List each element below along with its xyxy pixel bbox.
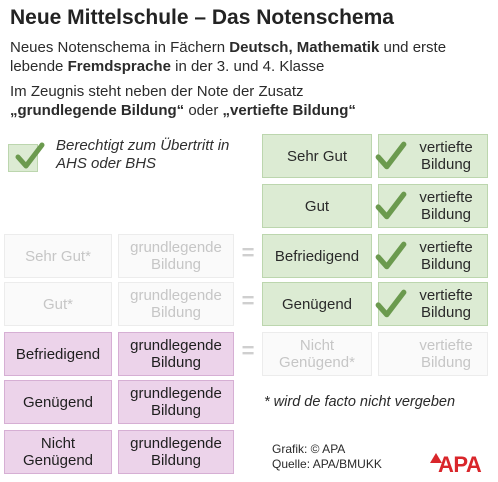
- vertieft-grade-befriedigend: Befriedigend: [262, 234, 372, 278]
- legend-check-icon: [14, 140, 46, 172]
- intro-text-subjects: Neues Notenschema in Fächern Deutsch, Mathematik und erste lebende Fremdsprache in der 3. und 4. Klasse: [10, 39, 447, 75]
- credit-grafik: Grafik: © APA: [272, 442, 346, 456]
- equals-sign: =: [241, 240, 255, 265]
- vertieft-grade-genuegend: Genügend: [262, 282, 372, 326]
- grundlegend-grade-nicht-genuegend: Nicht Genügend: [4, 430, 112, 474]
- grundlegend-level-sehr-gut: grundlegende Bildung: [118, 234, 234, 278]
- vertieft-grade-gut: Gut: [262, 184, 372, 228]
- grundlegend-grade-gut: Gut*: [4, 282, 112, 326]
- vertieft-level-sehr-gut: vertiefte Bildung: [378, 134, 488, 178]
- vertieft-grade-nicht-genuegend: Nicht Genügend*: [262, 332, 372, 376]
- grundlegend-grade-sehr-gut: Sehr Gut*: [4, 234, 112, 278]
- vertieft-level-nicht-genuegend: vertiefte Bildung: [378, 332, 488, 376]
- grundlegend-grade-befriedigend: Befriedigend: [4, 332, 112, 376]
- legend-text: Berechtigt zum Übertritt in AHS oder BHS: [56, 137, 230, 172]
- apa-logo-text: APA: [438, 452, 482, 477]
- credits: [272, 442, 382, 472]
- credit-quelle: Quelle: APA/BMUKK: [272, 457, 382, 471]
- vertieft-level-genuegend: vertiefte Bildung: [378, 282, 488, 326]
- equals-sign: =: [241, 338, 255, 363]
- grundlegend-level-befriedigend: grundlegende Bildung: [118, 332, 234, 376]
- intro-text-zusatz: Im Zeugnis steht neben der Note der Zusatz „grundlegende Bildung“ oder „vertiefte Bildung“: [10, 83, 356, 119]
- grundlegend-level-genuegend: grundlegende Bildung: [118, 380, 234, 424]
- check-icon: [374, 138, 408, 174]
- vertieft-level-gut: vertiefte Bildung: [378, 184, 488, 228]
- footnote: * wird de facto nicht vergeben: [264, 394, 456, 410]
- vertieft-grade-sehr-gut: Sehr Gut: [262, 134, 372, 178]
- grundlegend-level-nicht-genuegend: grundlegende Bildung: [118, 430, 234, 474]
- check-icon: [374, 188, 408, 224]
- check-icon: [374, 286, 408, 322]
- grundlegend-grade-genuegend: Genügend: [4, 380, 112, 424]
- equals-sign: =: [241, 288, 255, 313]
- grundlegend-level-gut: grundlegende Bildung: [118, 282, 234, 326]
- vertieft-level-befriedigend: vertiefte Bildung: [378, 234, 488, 278]
- apa-logo: [430, 451, 494, 479]
- check-icon: [374, 238, 408, 274]
- page-title: Neue Mittelschule – Das Notenschema: [10, 6, 394, 29]
